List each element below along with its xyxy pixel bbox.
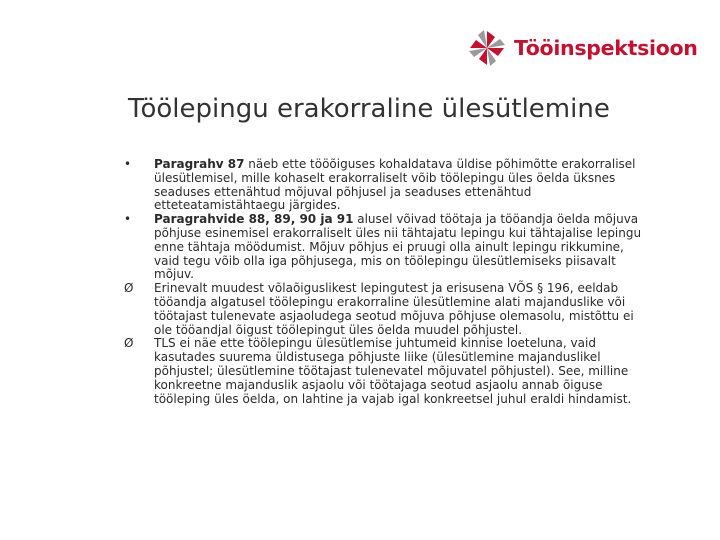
bullet-item [0, 213, 650, 282]
slide-title: Töölepingu erakorraline ülesütlemine [128, 94, 610, 124]
pinwheel-logo-icon [466, 27, 508, 69]
logo-text-brand: Tööinspektsioon [514, 36, 698, 60]
bullet-item [0, 282, 650, 337]
bullet-text: Erinevalt muudest võlaõiguslikest lepingutest ja erisusena VÕS § 196, eeldab tööandja algatusel töölepingu erakorraline ülesütlemine alati majanduslike või töötajast tulenevate asjaoludega seotud mõjuva põhjuse olemasolu, mistõttu ei ole tööandjal õigust töölepingut üles öelda muudel põhjustel. [154, 281, 634, 337]
bullet-list [0, 158, 720, 406]
logo-text [514, 36, 698, 60]
bullet-item [0, 158, 650, 213]
arrow-bullet-icon: Ø [124, 281, 134, 296]
bullet-bold-text: Paragrahv 87 [154, 157, 245, 171]
bullet-item [0, 337, 650, 406]
bullet-text: alusel võivad töötaja ja tööandja öelda mõjuva põhjuse esinemisel erakorraliselt üles nii tähtajatu lepingu kui tähtajalise lepingu enne tähtaja möödumist. Mõjuv põhjus ei pruugi olla ainult lepingu rikkumine, vaid tegu võib olla iga põhjusega, mis on töölepingu ülesütlemiseks piisavalt mõjuv. [154, 212, 642, 282]
arrow-bullet-icon: Ø [124, 336, 134, 351]
bullet-bold-text: Paragrahvide 88, 89, 90 ja 91 [154, 212, 354, 227]
bullet-text: näeb ette tööõiguses kohaldatava üldise põhimõtte erakorralisel ülesütlemisel, mille kohaselt erakorraliselt võib töölepingu üles öelda üksnes seaduses ettenähtud mõjuval põhjusel ja seaduses ettenähtud etteteatamistähtaegu järgides. [154, 157, 636, 213]
dot-bullet-icon: • [124, 212, 132, 227]
bullet-text: TLS ei näe ette töölepingu ülesütlemise juhtumeid kinnise loeteluna, vaid kasutades suurema üldistusega põhjuste liike (ülesütlemine majanduslikel põhjustel; ülesütlemine töötajast tulenevatel mõjuvatel põhjustel). See, milline konkreetne majanduslik asjaolu või töötajaga seotud asjaolu annab õiguse tööleping üles öelda, on lahtine ja vajab igal konkreetsel juhul eraldi hindamist. [154, 336, 632, 406]
brand-logo [466, 27, 698, 69]
dot-bullet-icon: • [124, 157, 132, 171]
